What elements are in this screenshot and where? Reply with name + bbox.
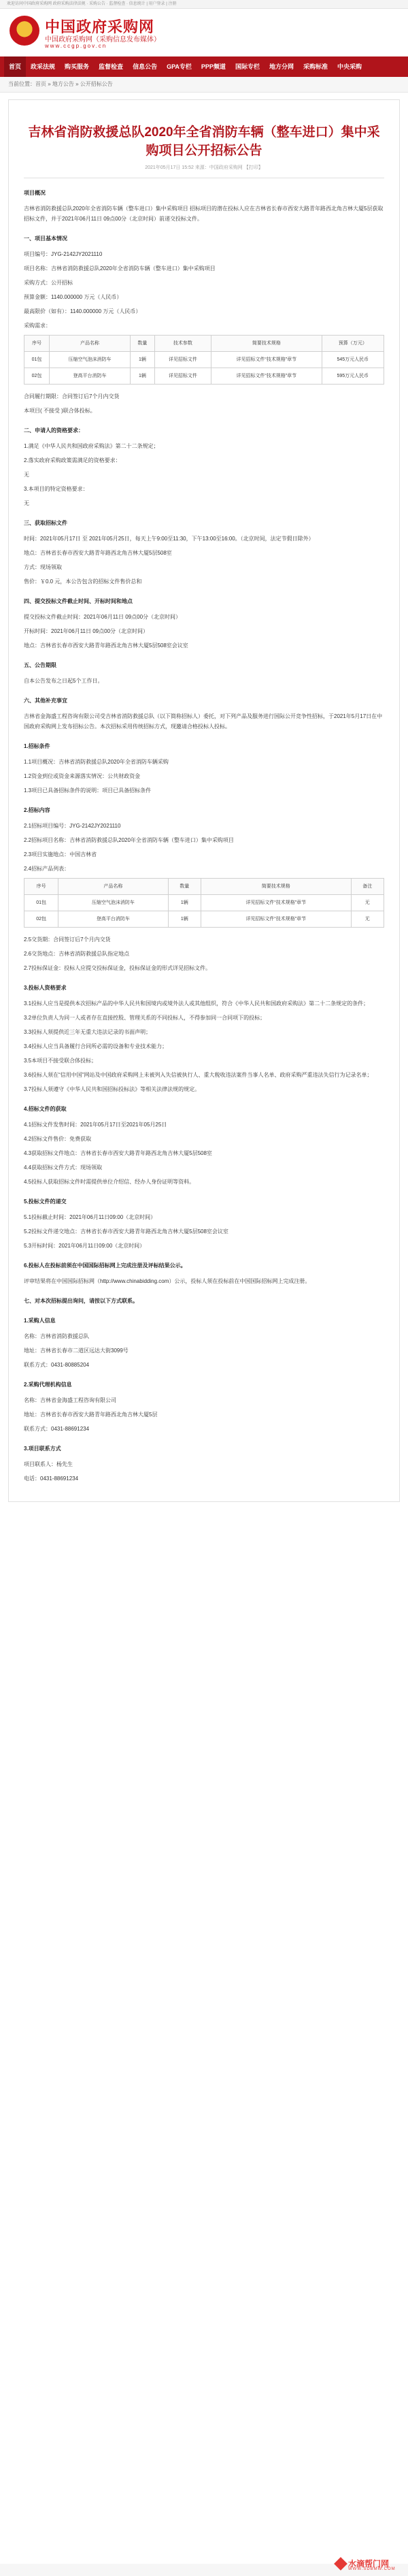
subsection-heading: 2.招标内容 bbox=[24, 807, 50, 813]
paragraph: 预算金额：1140.000000 万元（人民币） bbox=[24, 294, 122, 300]
paragraph: 时间：2021年05月17日 至 2021年05月25日，每天上午9:00至11:30，下午13:00至16:00。（北京时间，法定节假日除外） bbox=[24, 536, 314, 542]
table-header: 技术参数 bbox=[154, 336, 211, 352]
watermark-logo-icon bbox=[334, 2557, 347, 2571]
section-heading: 一、项目基本情况 bbox=[24, 235, 67, 242]
paragraph: 3.本项目的特定资格要求： bbox=[24, 486, 88, 492]
paragraph: 2.5交货期：合同签订后7个月内交货 bbox=[24, 936, 111, 943]
breadcrumb[interactable]: 当前位置：首页 » 地方公告 » 公开招标公告 bbox=[0, 77, 408, 93]
paragraph: 5.1投标截止时间：2021年06月11日09:00（北京时间） bbox=[24, 1214, 156, 1220]
table-cell: 登高平台消防车 bbox=[58, 911, 168, 928]
needs-table bbox=[24, 335, 384, 385]
paragraph: 联系方式：0431-88691234 bbox=[24, 1426, 90, 1432]
nav-item-supervision[interactable]: 监督检查 bbox=[99, 63, 124, 70]
paragraph: 地点：吉林省长春市西安大路青年路西北角吉林大厦5层508室 bbox=[24, 550, 172, 556]
paragraph: 1.满足《中华人民共和国政府采购法》第二十二条规定； bbox=[24, 443, 159, 449]
nav-item-standards[interactable]: 采购标准 bbox=[303, 63, 328, 70]
section-heading: 三、获取招标文件 bbox=[24, 520, 67, 526]
table-cell: 1辆 bbox=[168, 911, 201, 928]
table-cell: 详见招标文件“技术规格”章节 bbox=[201, 911, 352, 928]
paragraph: 3.6投标人须在“信用中国”网站及中国政府采购网上未被列入失信被执行人、重大税收违法案件当事人名单、政府采购严重违法失信行为记录名单； bbox=[24, 1072, 373, 1078]
watermark-subtext: WWW.SDBMW.COM bbox=[348, 2567, 396, 2571]
section-heading: 四、提交投标文件截止时间、开标时间和地点 bbox=[24, 598, 133, 604]
paragraph: 地址：吉林省长春市西安大路青年路西北角吉林大厦5层 bbox=[24, 1412, 158, 1418]
subsection-heading: 2.采购代理机构信息 bbox=[24, 1382, 72, 1388]
table-cell: 详见招标文件 bbox=[154, 368, 211, 385]
nav-item-gpa[interactable]: GPA专栏 bbox=[167, 63, 192, 70]
table-cell: 1辆 bbox=[131, 368, 155, 385]
nav-item-announcements[interactable]: 信息公告 bbox=[133, 63, 158, 70]
nav-item-ppp[interactable]: PPP频道 bbox=[201, 63, 226, 70]
national-emblem-icon bbox=[10, 16, 39, 46]
watermark-text: 水滴帮门网 bbox=[348, 2559, 390, 2569]
paragraph: 3.5本项目不接受联合体投标； bbox=[24, 1058, 97, 1064]
paragraph: 2.3项目实施地点：中国吉林省 bbox=[24, 851, 97, 858]
paragraph: 方式：现场领取 bbox=[24, 564, 62, 570]
subsection-heading: 1.采购人信息 bbox=[24, 1318, 56, 1324]
paragraph: 采购需求： bbox=[24, 323, 51, 329]
paragraph: 4.1招标文件发售时间：2021年05月17日至2021年05月25日 bbox=[24, 1122, 167, 1128]
table-row bbox=[24, 911, 384, 928]
subsection-heading: 3.投标人资格要求 bbox=[24, 985, 67, 991]
table-cell: 压缩空气泡沫消防车 bbox=[58, 895, 168, 911]
table-header: 数量 bbox=[131, 336, 155, 352]
paragraph: 开标时间：2021年06月11日 09点00分（北京时间） bbox=[24, 628, 149, 634]
nav-item-services[interactable]: 购买服务 bbox=[65, 63, 90, 70]
nav-item-international[interactable]: 国际专栏 bbox=[235, 63, 260, 70]
paragraph: 2.4招标产品列表： bbox=[24, 866, 70, 872]
paragraph: 吉林省消防救援总队2020年全省消防车辆（整车进口）集中采购项目 招标项目的潜在投标人应在吉林省长春市西安大路青年路西北角吉林大厦5层获取招标文件，并于2021年06月11日 09点00分（北京时间）前递交投标文件。 bbox=[24, 206, 384, 222]
table-cell: 02包 bbox=[24, 911, 58, 928]
paragraph: 电话：0431-88691234 bbox=[24, 1476, 79, 1482]
paragraph: 项目联系人：杨先生 bbox=[24, 1461, 73, 1467]
paragraph: 3.2单位负责人为同一人或者存在直接控股、管理关系的不同投标人，不得参加同一合同项下的投标； bbox=[24, 1015, 266, 1021]
paragraph: 名称：吉林省金海盛工程咨询有限公司 bbox=[24, 1397, 116, 1403]
paragraph: 3.1投标人应当是提供本次招标产品的中华人民共和国境内或境外法人或其他组织，符合《中华人民共和国政府采购法》第二十二条规定的条件； bbox=[24, 1000, 369, 1007]
paragraph: 4.2招标文件售价：免费获取 bbox=[24, 1136, 92, 1142]
subsection-heading: 6.投标人在投标前须在中国国际招标网上完成注册及评标结果公示。 bbox=[24, 1262, 186, 1269]
paragraph: 售价：￥0.0 元，本公告包含的招标文件售价总和 bbox=[24, 578, 142, 585]
site-url[interactable]: www.ccgp.gov.cn bbox=[45, 43, 107, 49]
paragraph: 2.6交货地点：吉林省消防救援总队指定地点 bbox=[24, 951, 130, 957]
watermark bbox=[336, 2558, 401, 2574]
subsection-heading: 1.招标条件 bbox=[24, 743, 50, 749]
article-meta: 2021年05月17日 15:52 来源：中国政府采购网 【打印】 bbox=[145, 165, 263, 170]
table-row bbox=[24, 352, 384, 368]
table-header: 预算（万元） bbox=[322, 336, 384, 352]
paragraph: 吉林省金海盛工程咨询有限公司受吉林省消防救援总队（以下简称招标人）委托，对下列产品及服务进行国际公开竞争性招标，于2021年5月17日在中国政府采购网上发布招标公告。本次招标采用传统招标方式，现邀请合格投标人投标。 bbox=[24, 713, 383, 730]
main-nav bbox=[0, 56, 408, 77]
nav-item-home[interactable]: 首页 bbox=[4, 56, 26, 77]
paragraph: 最高限价（如有）：1140.000000 万元（人民币） bbox=[24, 308, 141, 314]
paragraph: 无 bbox=[24, 500, 29, 506]
paragraph: 2.7投标保证金：投标人应提交投标保证金，投标保证金的形式详见招标文件。 bbox=[24, 965, 211, 971]
page-title: 吉林省消防救援总队2020年全省消防车辆（整车进口）集中采购项目公开招标公告 bbox=[28, 125, 380, 158]
site-title[interactable]: 中国政府采购网 bbox=[45, 18, 155, 36]
table-header: 产品名称 bbox=[50, 336, 131, 352]
paragraph: 本项目( 不接受 )联合体投标。 bbox=[24, 408, 96, 414]
table-cell: 无 bbox=[351, 895, 384, 911]
table-cell: 压缩空气泡沫消防车 bbox=[50, 352, 131, 368]
table-cell: 01包 bbox=[24, 895, 58, 911]
paragraph: 项目编号：JYG-2142JY2021110 bbox=[24, 251, 103, 257]
paragraph: 地点：吉林省长春市西安大路青年路西北角吉林大厦5层508室会议室 bbox=[24, 642, 188, 649]
table-header: 序号 bbox=[24, 336, 50, 352]
table-cell: 无 bbox=[351, 911, 384, 928]
paragraph: 5.3开标时间：2021年06月11日09:00（北京时间） bbox=[24, 1243, 146, 1249]
paragraph: 5.2投标文件递交地点：吉林省长春市西安大路青年路西北角吉林大厦5层508室会议室 bbox=[24, 1228, 228, 1235]
article-body bbox=[24, 188, 384, 1484]
paragraph: 合同履行期限：合同签订后7个月内交货 bbox=[24, 393, 120, 400]
top-strip bbox=[0, 0, 408, 9]
section-heading: 六、其他补充事宜 bbox=[24, 698, 67, 704]
table-cell: 详见招标文件“技术规格”章节 bbox=[211, 352, 322, 368]
nav-item-regulations[interactable]: 政采法规 bbox=[31, 63, 56, 70]
paragraph: 2.落实政府采购政策需满足的资格要求： bbox=[24, 457, 121, 463]
table-cell: 545万元人民币 bbox=[322, 352, 384, 368]
article-container bbox=[8, 99, 400, 1502]
table-row bbox=[24, 895, 384, 911]
product-table bbox=[24, 878, 384, 928]
paragraph: 4.4获取招标文件方式：现场领取 bbox=[24, 1164, 103, 1171]
table-cell: 1辆 bbox=[168, 895, 201, 911]
table-cell: 1辆 bbox=[131, 352, 155, 368]
paragraph: 2.1招标项目编号：JYG-2142JY2021110 bbox=[24, 823, 121, 829]
paragraph: 地址：吉林省长春市二道区远达大街3099号 bbox=[24, 1348, 129, 1354]
section-heading: 项目概况 bbox=[24, 190, 46, 196]
paragraph: 1.2资金到位或资金来源落实情况：公共财政资金 bbox=[24, 773, 141, 779]
nav-item-central[interactable]: 中央采购 bbox=[337, 63, 362, 70]
section-heading: 二、申请人的资格要求： bbox=[24, 427, 84, 434]
table-cell: 595万元人民币 bbox=[322, 368, 384, 385]
top-strip-text: 欢迎访问中国政府采购网 政府采购法律法规 · 采购公告 · 监督检查 · 信息统计 | 用户登录 | 注册 bbox=[7, 2, 177, 6]
site-banner bbox=[0, 9, 408, 56]
paragraph: 采购方式：公开招标 bbox=[24, 280, 73, 286]
table-cell: 详见招标文件“技术规格”章节 bbox=[201, 895, 352, 911]
paragraph: 提交投标文件截止时间：2021年06月11日 09点00分（北京时间） bbox=[24, 614, 182, 620]
paragraph: 1.3项目已具备招标条件的说明：项目已具备招标条件 bbox=[24, 787, 152, 794]
table-row bbox=[24, 368, 384, 385]
paragraph: 3.3投标人须提供近三年无重大违法记录的书面声明； bbox=[24, 1029, 152, 1035]
paragraph: 2.2招标项目名称：吉林省消防救援总队2020年全省消防车辆（整车进口）集中采购项目 bbox=[24, 837, 234, 843]
subsection-heading: 5.投标文件的递交 bbox=[24, 1199, 67, 1205]
paragraph: 3.4投标人应当具备履行合同所必需的设备和专业技术能力； bbox=[24, 1043, 168, 1049]
paragraph: 3.7投标人须遵守《中华人民共和国招标投标法》等相关法律法规的规定。 bbox=[24, 1086, 201, 1092]
table-cell: 详见招标文件“技术规格”章节 bbox=[211, 368, 322, 385]
table-header: 备注 bbox=[351, 879, 384, 895]
table-header: 数量 bbox=[168, 879, 201, 895]
paragraph: 4.5投标人获取招标文件时需提供单位介绍信、经办人身份证明等资料。 bbox=[24, 1179, 195, 1185]
table-cell: 01包 bbox=[24, 352, 50, 368]
paragraph: 无 bbox=[24, 472, 29, 478]
table-header: 简要技术规格 bbox=[211, 336, 322, 352]
section-heading: 七、对本次招标提出询问，请按以下方式联系。 bbox=[24, 1298, 138, 1304]
site-subtitle: 中国政府采购网（采购信息发布媒体） bbox=[45, 36, 160, 44]
paragraph: 联系方式：0431-80885204 bbox=[24, 1362, 90, 1368]
paragraph: 评审结果将在中国国际招标网（http://www.chinabidding.com）公示，投标人须在投标前在中国国际招标网上完成注册。 bbox=[24, 1278, 311, 1284]
table-header: 序号 bbox=[24, 879, 58, 895]
subsection-heading: 3.项目联系方式 bbox=[24, 1446, 61, 1452]
table-cell: 02包 bbox=[24, 368, 50, 385]
nav-item-local[interactable]: 地方分网 bbox=[269, 63, 294, 70]
section-heading: 五、公告期限 bbox=[24, 662, 56, 668]
table-header: 简要技术规格 bbox=[201, 879, 352, 895]
paragraph: 自本公告发布之日起5个工作日。 bbox=[24, 678, 103, 684]
paragraph: 名称：吉林省消防救援总队 bbox=[24, 1333, 89, 1339]
subsection-heading: 4.招标文件的获取 bbox=[24, 1106, 67, 1112]
paragraph: 项目名称：吉林省消防救援总队2020年全省消防车辆（整车进口）集中采购项目 bbox=[24, 265, 216, 272]
table-cell: 登高平台消防车 bbox=[50, 368, 131, 385]
paragraph: 1.1项目概况：吉林省消防救援总队2020年全省消防车辆采购 bbox=[24, 759, 169, 765]
table-header: 产品名称 bbox=[58, 879, 168, 895]
paragraph: 4.3获取招标文件地点：吉林省长春市西安大路青年路西北角吉林大厦5层508室 bbox=[24, 1150, 212, 1156]
table-cell: 详见招标文件 bbox=[154, 352, 211, 368]
